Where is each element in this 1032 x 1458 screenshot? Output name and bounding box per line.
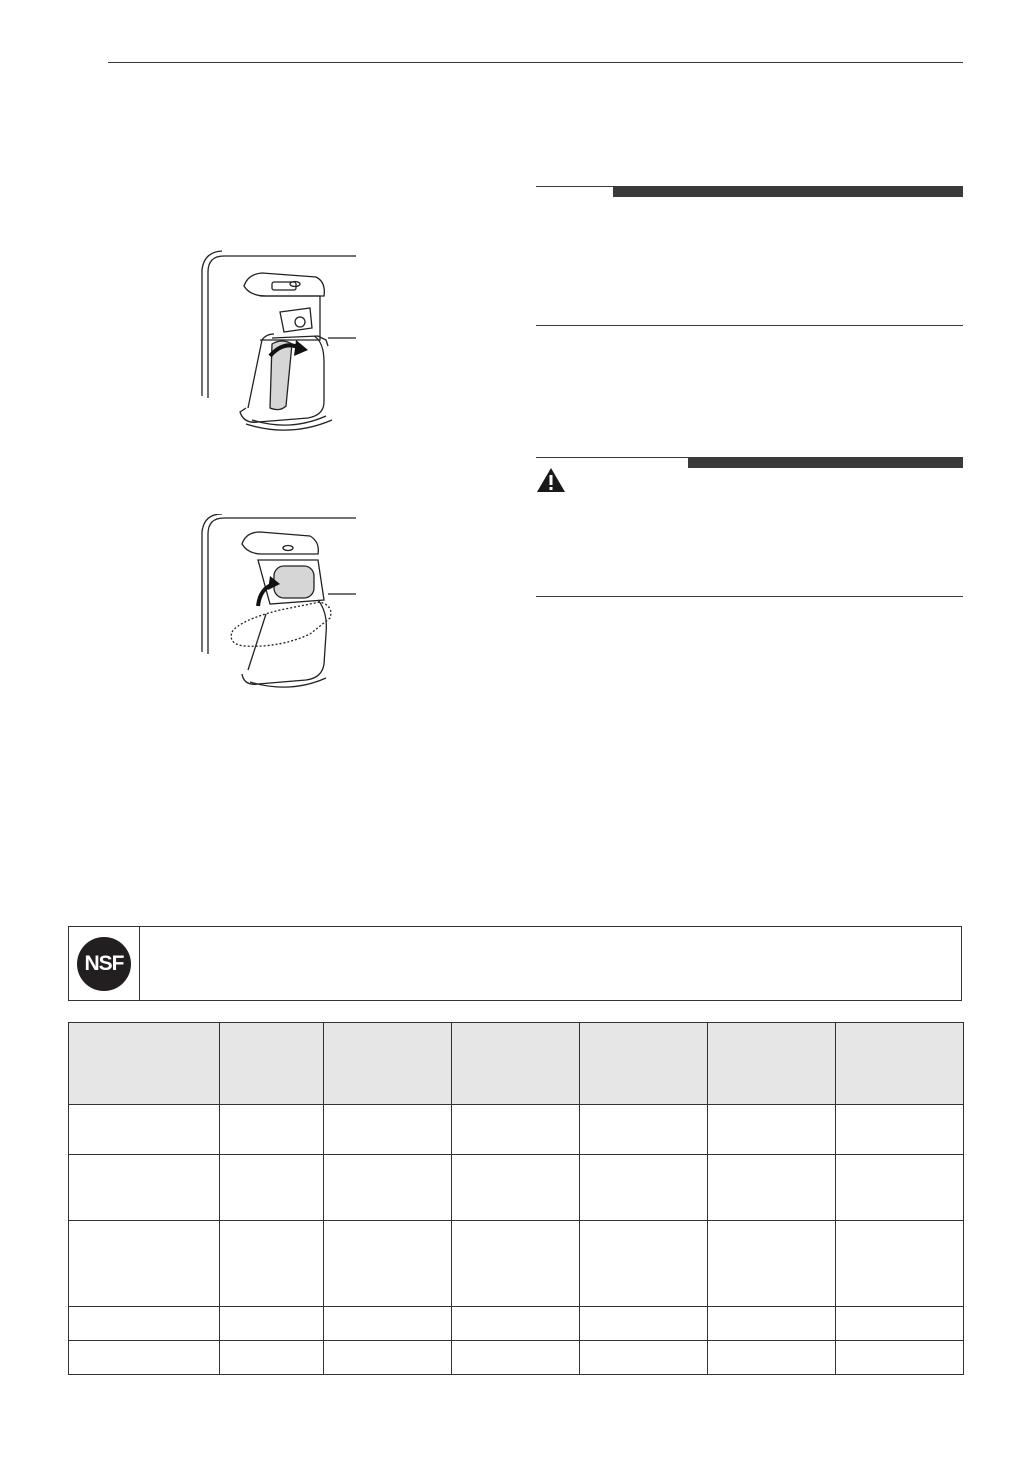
nsf-logo-cell bbox=[69, 927, 140, 1000]
note-bottom-rule bbox=[536, 325, 963, 326]
table-cell bbox=[836, 1341, 964, 1375]
table-cell bbox=[324, 1221, 452, 1307]
table-row bbox=[69, 1105, 964, 1155]
table-cell bbox=[324, 1105, 452, 1155]
table-header-row bbox=[69, 1023, 964, 1105]
warning-triangle-icon bbox=[536, 467, 566, 493]
header-rule bbox=[108, 62, 963, 63]
table-row bbox=[69, 1155, 964, 1221]
table-cell bbox=[580, 1155, 708, 1221]
table-header-cell bbox=[580, 1023, 708, 1105]
table-header-cell bbox=[324, 1023, 452, 1105]
table-cell bbox=[220, 1221, 324, 1307]
table-cell bbox=[220, 1307, 324, 1341]
nsf-logo-text: NSF bbox=[84, 952, 124, 975]
table-cell bbox=[69, 1105, 220, 1155]
battery-insert-illustration bbox=[200, 250, 360, 435]
table-cell bbox=[452, 1341, 580, 1375]
table-cell bbox=[220, 1155, 324, 1221]
table-cell bbox=[580, 1341, 708, 1375]
table-cell bbox=[580, 1221, 708, 1307]
table-header-cell bbox=[220, 1023, 324, 1105]
table-header-cell bbox=[836, 1023, 964, 1105]
warning-header-bar bbox=[688, 457, 963, 468]
table-cell bbox=[452, 1307, 580, 1341]
nsf-certification-box bbox=[68, 926, 962, 1001]
table-cell bbox=[220, 1341, 324, 1375]
table-cell bbox=[69, 1341, 220, 1375]
table-cell bbox=[708, 1341, 836, 1375]
table-cell bbox=[580, 1307, 708, 1341]
table-row bbox=[69, 1221, 964, 1307]
table-cell bbox=[708, 1221, 836, 1307]
table-cell bbox=[69, 1307, 220, 1341]
table-cell bbox=[836, 1105, 964, 1155]
table-cell bbox=[452, 1105, 580, 1155]
cover-close-illustration bbox=[200, 514, 360, 689]
nsf-certification-logo bbox=[77, 937, 131, 991]
table-cell bbox=[708, 1105, 836, 1155]
table-cell bbox=[580, 1105, 708, 1155]
table-cell bbox=[324, 1341, 452, 1375]
warning-bottom-rule bbox=[536, 596, 963, 597]
table-cell bbox=[69, 1155, 220, 1221]
table-cell bbox=[708, 1307, 836, 1341]
performance-data-table bbox=[68, 1022, 964, 1375]
table-row bbox=[69, 1307, 964, 1341]
table-cell bbox=[69, 1221, 220, 1307]
table-header-cell bbox=[452, 1023, 580, 1105]
table-cell bbox=[220, 1105, 324, 1155]
table-cell bbox=[836, 1221, 964, 1307]
table-cell bbox=[708, 1155, 836, 1221]
table-header-cell bbox=[708, 1023, 836, 1105]
note-header-bar bbox=[613, 186, 963, 197]
table-cell bbox=[836, 1307, 964, 1341]
table-cell bbox=[452, 1221, 580, 1307]
table-header-cell bbox=[69, 1023, 220, 1105]
table-cell bbox=[452, 1155, 580, 1221]
table-cell bbox=[836, 1155, 964, 1221]
table-cell bbox=[324, 1307, 452, 1341]
table-cell bbox=[324, 1155, 452, 1221]
table-row bbox=[69, 1341, 964, 1375]
